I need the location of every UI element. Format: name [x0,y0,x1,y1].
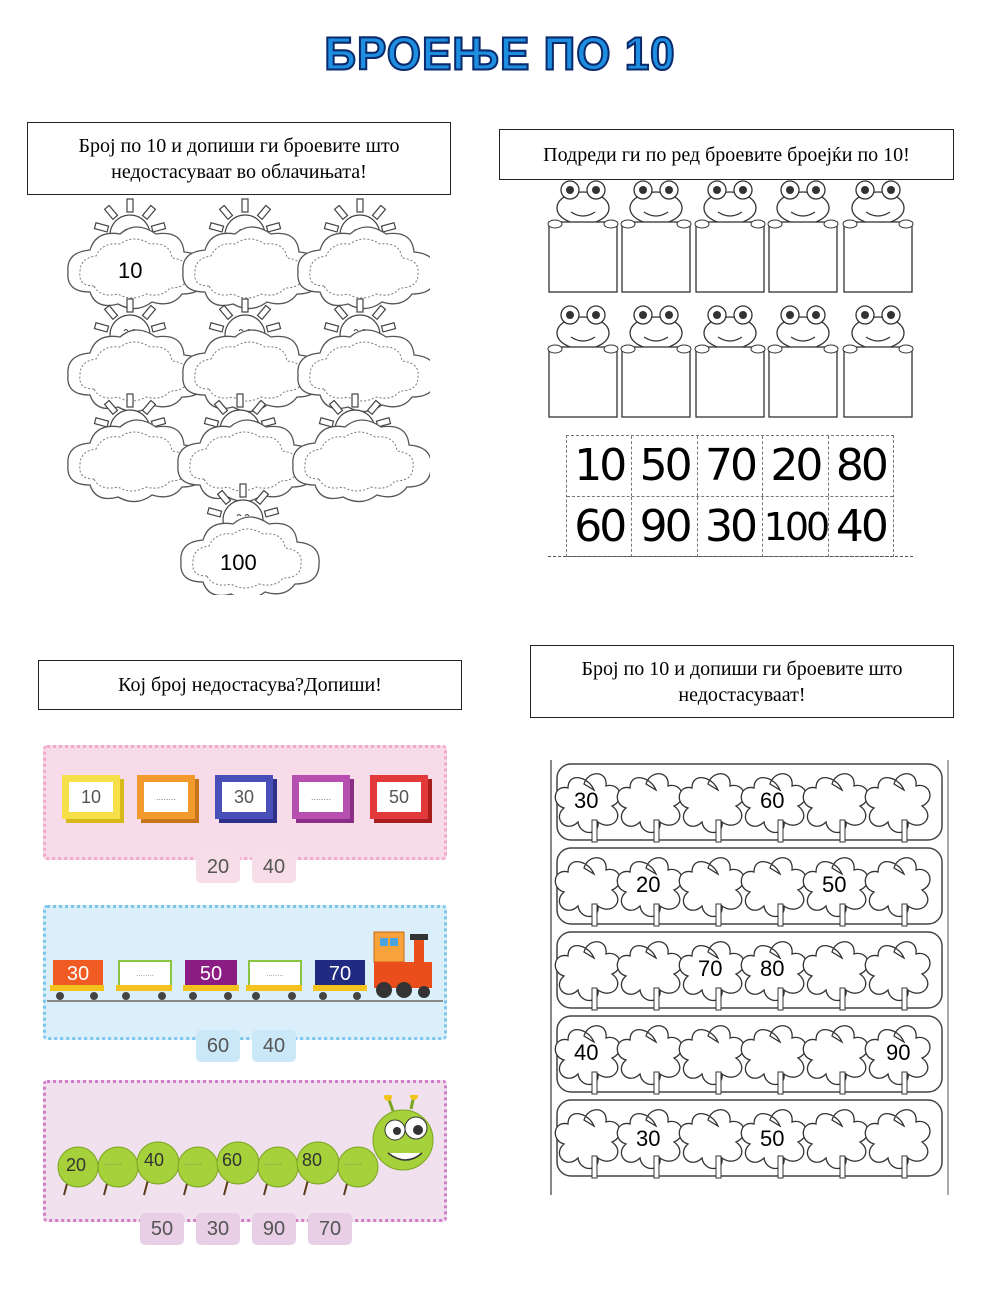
caterpillar-value: 40 [144,1150,165,1170]
task1-instruction-box [27,122,451,195]
number-cards-grid [566,435,894,557]
number-card[interactable]: 70 [698,436,763,496]
divider [548,556,913,557]
clover-strips [550,760,949,1195]
block-purple [292,775,350,819]
caterpillar-blank[interactable]: ........ [104,1158,122,1167]
answer-chip[interactable]: 40 [252,1030,296,1062]
clover-value: 90 [886,1040,911,1065]
block-value: 10 [69,782,113,812]
clover-value: 30 [636,1126,661,1151]
task2-instruction-box [499,129,954,180]
clover-value: 40 [574,1040,599,1065]
clover-value: 50 [760,1126,785,1151]
block-orange [137,775,195,819]
task1-instruction: Број по 10 и допиши ги броевите што недостасуваат во облачињата! [78,134,400,183]
wagon-blank[interactable]: ........ [266,969,284,978]
caterpillar-value: 60 [222,1150,243,1170]
caterpillar [48,1095,443,1205]
number-card[interactable]: 20 [763,436,828,496]
wagon-value: 30 [66,963,90,985]
task3-instruction: Кој број недостасува?Допиши! [118,674,382,696]
number-card[interactable]: 100 [763,497,828,557]
frog-cards [545,180,925,425]
wagon-value: 70 [328,963,352,985]
caterpillar-blank[interactable]: ........ [184,1158,202,1167]
block-red [370,775,428,819]
number-card[interactable]: 60 [567,497,632,557]
caterpillar-blank[interactable]: ........ [344,1158,362,1167]
number-card[interactable]: 80 [835,440,886,491]
number-card[interactable]: 40 [835,501,886,552]
number-card[interactable]: 10 [567,436,632,496]
wagon-orange [53,960,103,988]
clouds-grid [60,195,430,595]
wagon-value: 50 [199,963,223,985]
wagon-purple [185,960,237,988]
number-cards-row [567,497,893,557]
answer-chip[interactable]: 20 [196,851,240,883]
answer-chip[interactable]: 90 [252,1213,296,1245]
wagon-navy [315,960,365,988]
task4-instruction-box [530,645,954,718]
caterpillar-value: 80 [302,1150,323,1170]
wagon-blank[interactable]: ........ [136,969,154,978]
caterpillar-value: 20 [66,1155,87,1175]
clover-value: 30 [574,788,599,813]
cloud-last-value: 100 [220,550,257,575]
page-title: БРОЕЊЕ ПО 10 [324,28,676,81]
wagon-green [248,960,302,988]
block-value: 50 [377,782,421,812]
wagon-green [118,960,172,988]
locomotive-icon [370,928,438,1003]
blocks-row [62,775,422,825]
answer-chip[interactable]: 30 [196,1213,240,1245]
cloud-first-value: 10 [118,258,143,283]
wagon-wheels [50,985,380,1003]
number-card[interactable]: 90 [632,497,697,557]
answer-chip[interactable]: 60 [196,1030,240,1062]
task2-instruction: Подреди ги по ред броевите броејќи по 10! [543,143,910,166]
clover-art [552,760,947,1195]
clover-value: 80 [760,956,785,981]
answer-chip[interactable]: 50 [140,1213,184,1245]
clover-value: 60 [760,788,785,813]
block-value: 30 [222,782,266,812]
block-blank[interactable]: ........ [144,782,188,812]
block-blank[interactable]: ........ [299,782,343,812]
answer-chip[interactable]: 40 [252,851,296,883]
number-card[interactable]: 50 [632,436,697,496]
clover-value: 70 [698,956,723,981]
clover-value: 50 [822,872,847,897]
clover-value: 20 [636,872,661,897]
answer-chip[interactable]: 70 [308,1213,352,1245]
number-card[interactable]: 30 [698,497,763,557]
caterpillar-blank[interactable]: ........ [264,1158,282,1167]
task4-instruction: Број по 10 и допиши ги броевите што недостасуваат! [581,657,903,706]
task3-instruction-box [38,660,462,710]
block-blue [215,775,273,819]
number-cards-row [567,436,893,497]
block-yellow [62,775,120,819]
